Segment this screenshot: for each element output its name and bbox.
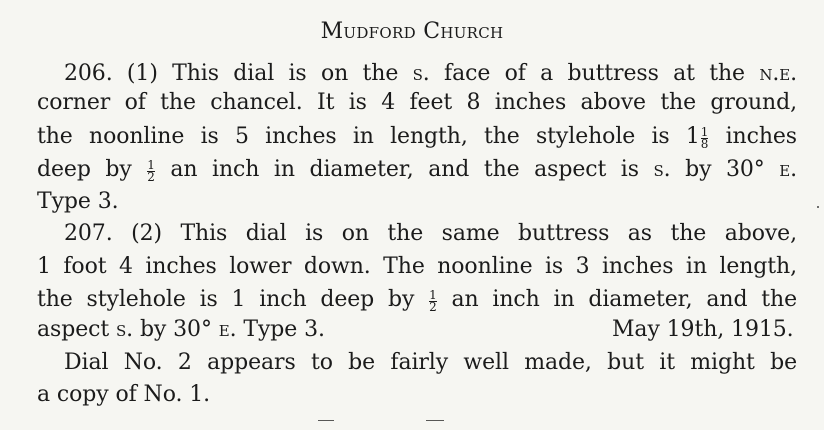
fraction-one-half bbox=[147, 160, 155, 183]
fraction-denominator: 2 bbox=[147, 170, 155, 185]
entry-206-line-3-text-b: inches bbox=[709, 124, 797, 149]
fraction-one-eighth bbox=[701, 127, 709, 150]
entry-206-line-1-text-c: face of a buttress at the bbox=[429, 61, 760, 86]
entry-207-line-4-text-c: by 30° bbox=[133, 317, 219, 342]
note-line-2: a copy of No. 1. bbox=[37, 382, 211, 407]
entry-206-east-abbrev: e. bbox=[779, 157, 798, 182]
entry-206-line-5: Type 3. bbox=[37, 189, 119, 214]
entry-206-northeast-abbrev: n.e. bbox=[759, 61, 797, 86]
entry-207-line-4-text-a: aspect bbox=[37, 317, 116, 342]
entry-206-south-abbrev-2: s. bbox=[653, 157, 671, 182]
entry-206-line-1 bbox=[64, 60, 797, 88]
fraction-one-half bbox=[429, 290, 437, 313]
entry-206-line-1-text-a: 206. (1) This dial is on the bbox=[64, 61, 413, 86]
entry-207-line-2: 1 foot 4 inches lower down. The noonline is 3 inches in length, bbox=[37, 254, 797, 279]
cropped-line-fragment-right bbox=[426, 420, 444, 421]
fraction-numerator: 1 bbox=[429, 288, 437, 303]
entry-206-south-abbrev: s. bbox=[412, 61, 430, 86]
entry-206-line-4-text-b: an inch in diameter, and the aspect is bbox=[155, 157, 654, 182]
entry-207-line-1: 207. (2) This dial is on the same buttress as the above, bbox=[64, 221, 797, 246]
cropped-line-fragment-left bbox=[318, 420, 334, 421]
entry-207-line-3 bbox=[37, 286, 797, 314]
fraction-denominator: 2 bbox=[429, 300, 437, 315]
fraction-numerator: 1 bbox=[147, 158, 155, 173]
entry-207-line-3-text-b: an inch in diameter, and the bbox=[437, 287, 797, 312]
entry-206-line-4-text-a: deep by bbox=[37, 157, 147, 182]
entry-207-south-abbrev: s. bbox=[115, 317, 134, 342]
entry-207-type-label: Type 3. bbox=[236, 317, 325, 342]
entry-207-east-abbrev: e. bbox=[218, 317, 237, 342]
fraction-numerator: 1 bbox=[700, 125, 709, 140]
entry-206-line-4 bbox=[37, 156, 797, 184]
entry-206-line-3-text-a: the noonline is 5 inches in length, the stylehole is 1 bbox=[37, 124, 700, 149]
section-heading: Mudford Church bbox=[320, 19, 504, 44]
entry-206-line-3 bbox=[37, 123, 797, 151]
page-edge-mark bbox=[817, 206, 819, 208]
entry-207-line-4 bbox=[37, 316, 797, 344]
entry-206-line-4-text-d: by 30° bbox=[670, 157, 780, 182]
entry-207-line-3-text-a: the stylehole is 1 inch deep by bbox=[37, 287, 429, 312]
note-line-1: Dial No. 2 appears to be fairly well made, but it might be bbox=[64, 350, 797, 375]
fraction-denominator: 8 bbox=[700, 137, 709, 152]
entry-207-date: May 19th, 1915. bbox=[612, 317, 794, 342]
entry-206-line-2: corner of the chancel. It is 4 feet 8 inches above the ground, bbox=[37, 90, 797, 115]
